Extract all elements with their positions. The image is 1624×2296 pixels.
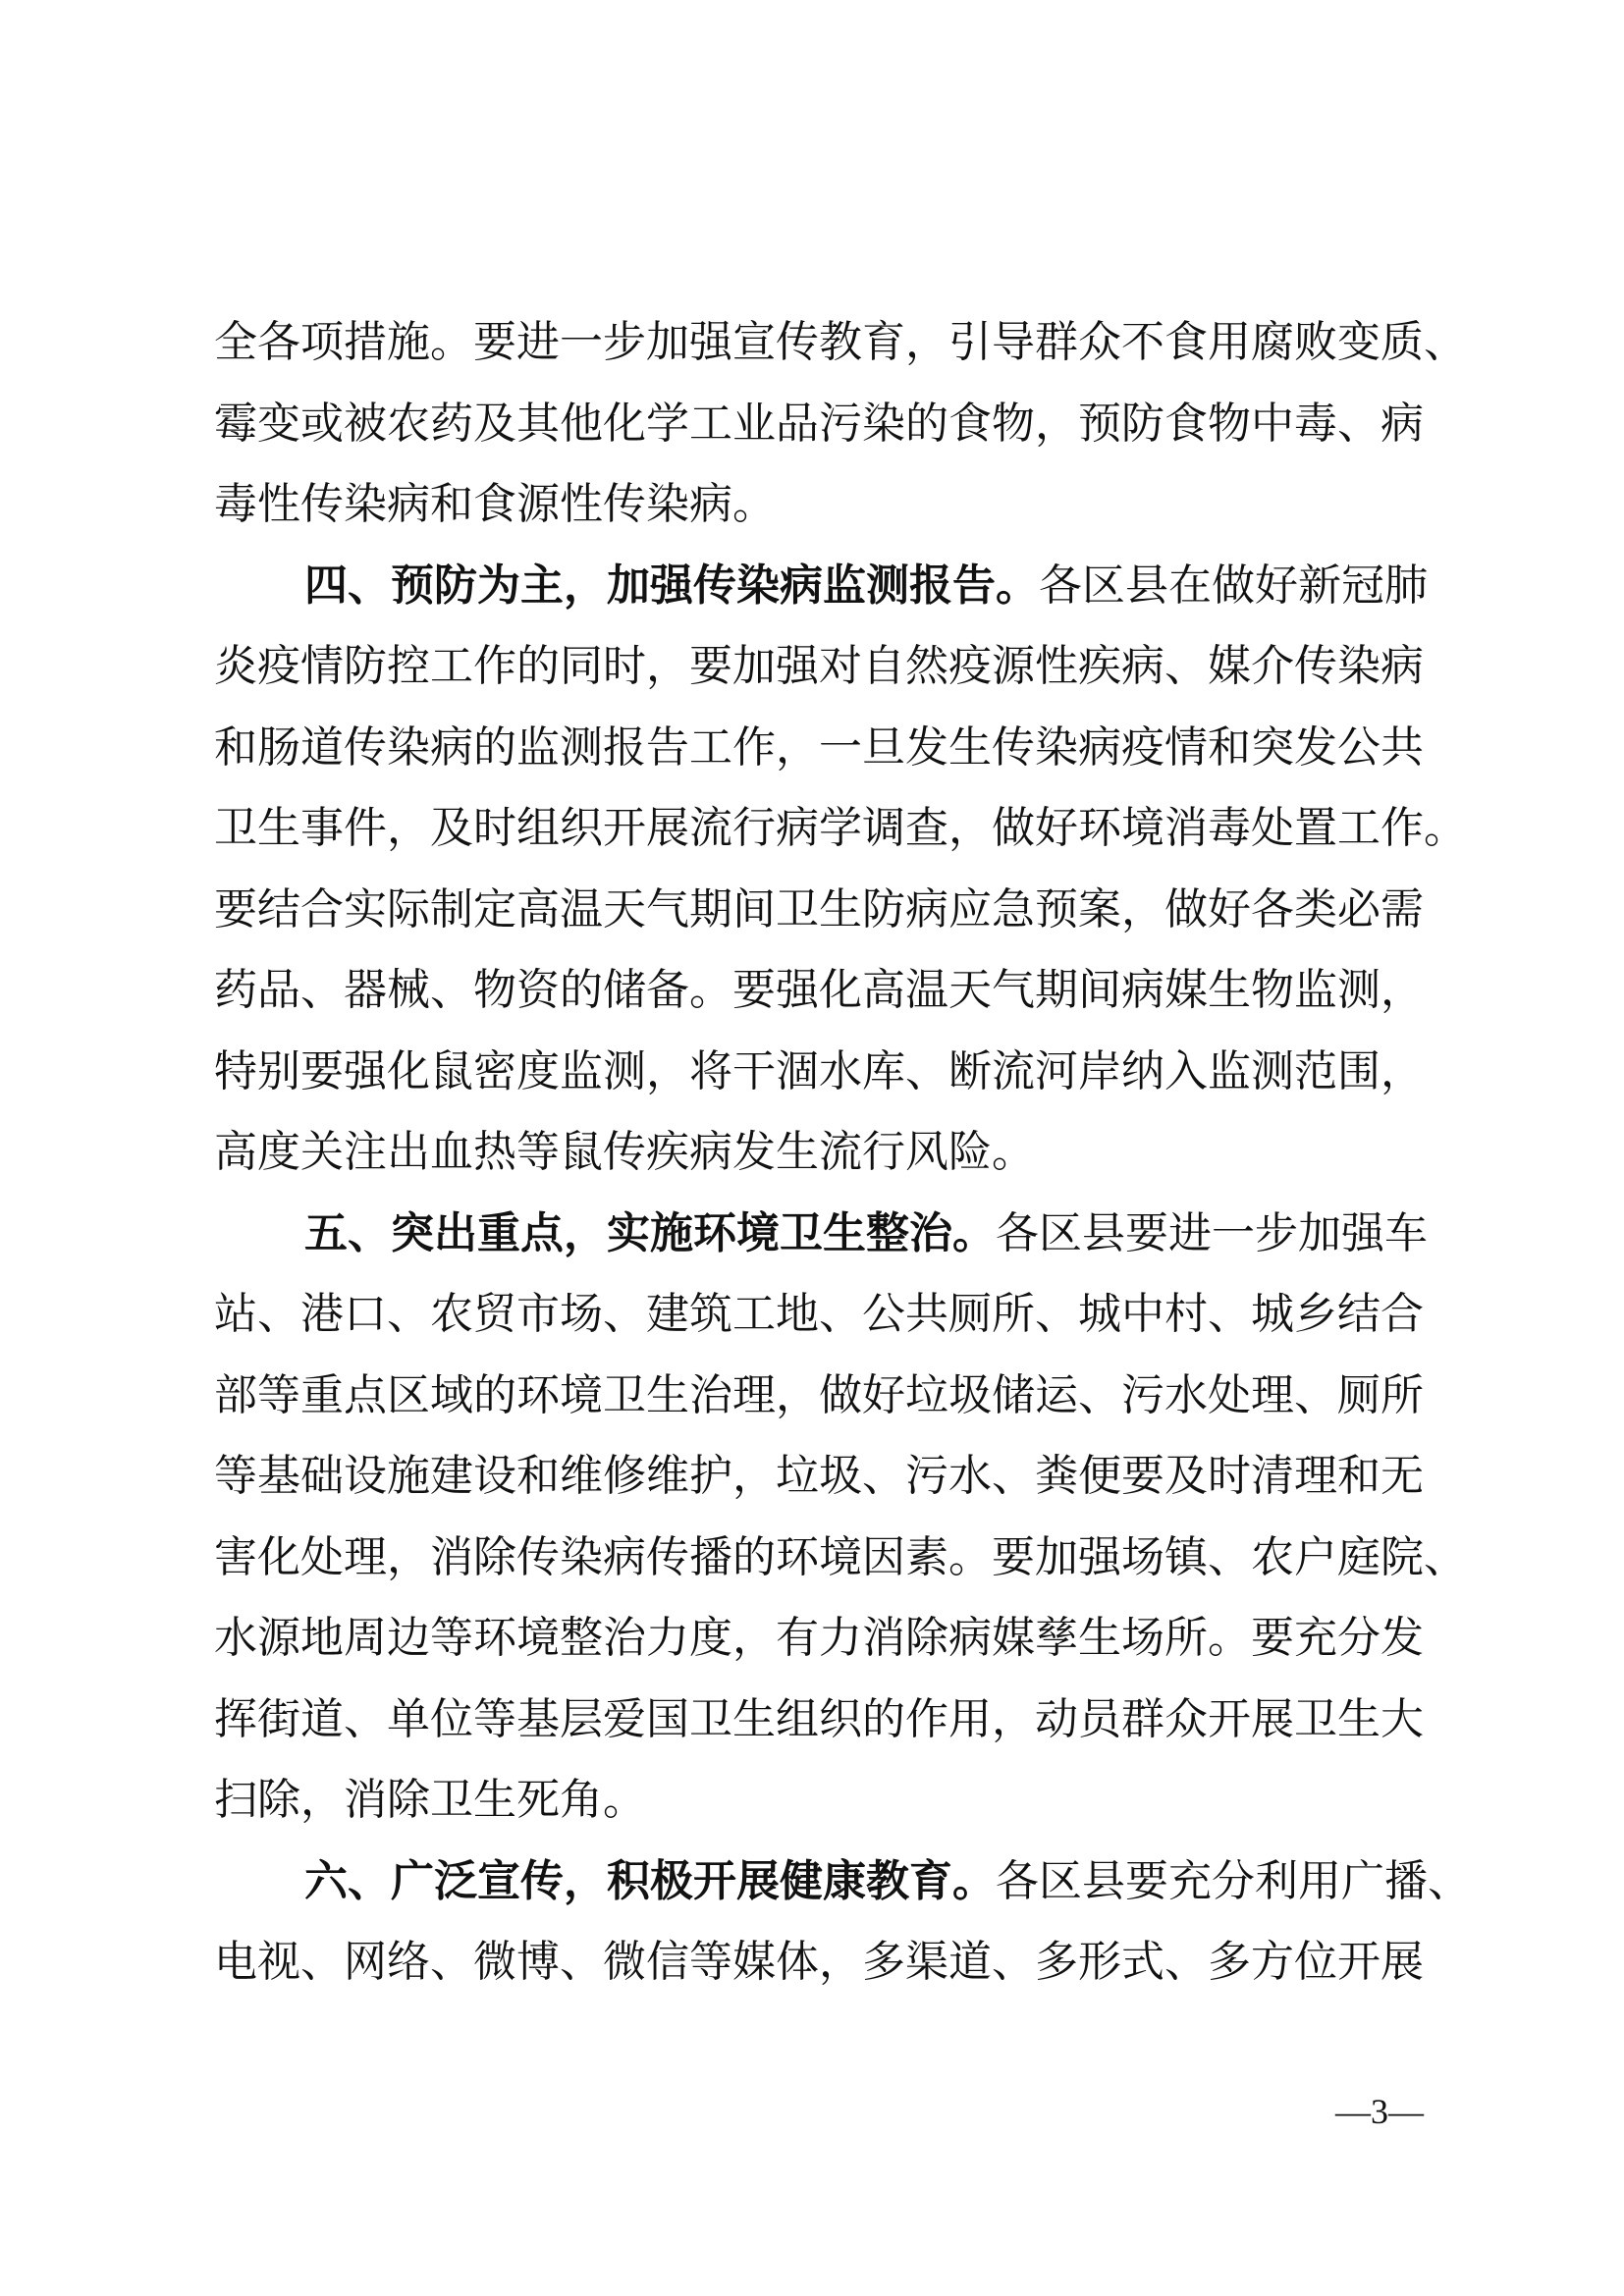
text-line: 高度关注出血热等鼠传疾病发生流行风险。	[214, 1127, 1035, 1177]
text-line: 和肠道传染病的监测报告工作，一旦发生传染病疫情和突发公共	[214, 721, 1424, 773]
section-heading: 五、突出重点，实施环境卫生整治。	[304, 1207, 996, 1258]
text-line: 药品、器械、物资的储备。要强化高温天气期间病媒生物监测，	[214, 965, 1424, 1015]
section-text: 各区县要充分利用广播、	[996, 1855, 1471, 1906]
paragraph-section-6	[214, 1842, 1471, 2003]
text-line	[214, 1194, 1428, 1275]
text-line	[214, 546, 1428, 627]
text-line: 部等重点区域的环境卫生治理，做好垃圾储运、污水处理、厕所	[214, 1369, 1424, 1420]
text-line: 水源地周边等环境整治力度，有力消除病媒孳生场所。要充分发	[214, 1613, 1424, 1663]
text-line: 全各项措施。要进一步加强宣传教育，引导群众不食用腐败变质、	[214, 317, 1467, 367]
section-heading: 六、广泛宣传，积极开展健康教育。	[304, 1855, 996, 1906]
text-line: 炎疫情防控工作的同时，要加强对自然疫源性疾病、媒介传染病	[214, 641, 1424, 691]
text-line: 霉变或被农药及其他化学工业品污染的食物，预防食物中毒、病	[214, 398, 1424, 449]
text-line: 挥街道、单位等基层爱国卫生组织的作用，动员群众开展卫生大	[214, 1693, 1424, 1744]
text-line: 站、港口、农贸市场、建筑工地、公共厕所、城中村、城乡结合	[214, 1289, 1424, 1339]
paragraph-section-4	[214, 546, 1467, 1194]
section-text: 各区县在做好新冠肺	[1039, 560, 1428, 611]
text-line: 电视、网络、微博、微信等媒体，多渠道、多形式、多方位开展	[214, 1937, 1424, 1987]
text-line: 扫除，消除卫生死角。	[214, 1775, 646, 1825]
section-heading: 四、预防为主，加强传染病监测报告。	[304, 560, 1039, 611]
paragraph-section-5	[214, 1194, 1467, 1842]
text-line	[214, 1842, 1471, 1923]
text-line: 害化处理，消除传染病传播的环境因素。要加强场镇、农户庭院、	[214, 1531, 1467, 1582]
text-line: 特别要强化鼠密度监测，将干涸水库、断流河岸纳入监测范围，	[214, 1045, 1424, 1096]
paragraph-continuation	[214, 302, 1467, 546]
text-line: 要结合实际制定高温天气期间卫生防病应急预案，做好各类必需	[214, 883, 1424, 934]
text-line: 毒性传染病和食源性传染病。	[214, 479, 776, 529]
text-line: 等基础设施建设和维修维护，垃圾、污水、粪便要及时清理和无	[214, 1451, 1424, 1501]
section-text: 各区县要进一步加强车	[996, 1207, 1428, 1258]
page-number: —3—	[1335, 2092, 1424, 2131]
document-body	[214, 302, 1471, 2003]
text-line: 卫生事件，及时组织开展流行病学调查，做好环境消毒处置工作。	[214, 803, 1467, 853]
